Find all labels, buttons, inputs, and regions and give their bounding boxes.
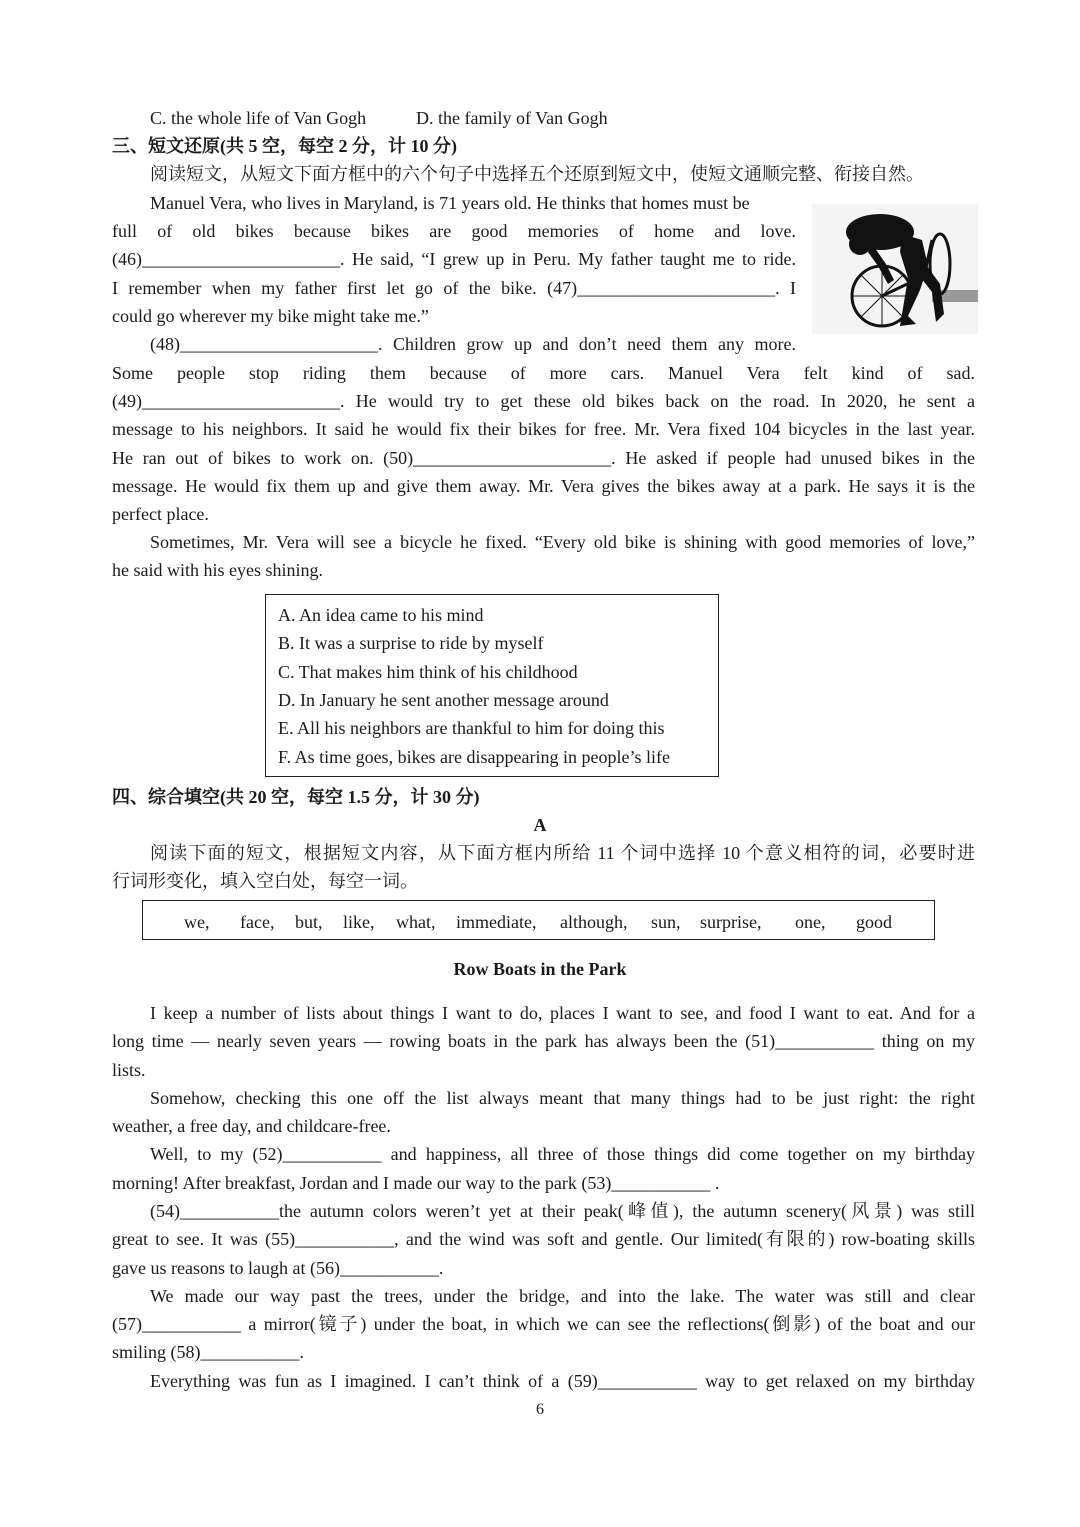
passage-line: (49)______________________. He would try to get these old bikes back on the road. In 2020, he sent a — [112, 391, 975, 411]
option-d: D. In January he sent another message around — [278, 690, 609, 710]
passage-line: morning! After breakfast, Jordan and I made our way to the park (53)___________ . — [112, 1173, 720, 1193]
word-bank-item: good — [856, 912, 892, 932]
passage-line: long time — nearly seven years — rowing boats in the park has always been the (51)___________ thing on my — [112, 1031, 975, 1051]
passage-line: lists. — [112, 1060, 146, 1080]
passage-line: I remember when my father first let go of the bike. (47)______________________. I — [112, 278, 796, 298]
word-bank-item: what, — [396, 912, 436, 932]
passage-line: full of old bikes because bikes are good memories of home and love. — [112, 221, 796, 241]
passage-line: Manuel Vera, who lives in Maryland, is 71 years old. He thinks that homes must be — [150, 193, 750, 213]
option-a: A. An idea came to his mind — [278, 605, 484, 625]
word-bank-item: surprise, — [700, 912, 762, 932]
passage-line: We made our way past the trees, under the bridge, and into the lake. The water was still and clear — [150, 1286, 975, 1306]
passage-line: (54)___________the autumn colors weren’t yet at their peak(峰值), the autumn scenery(风景) was still — [150, 1201, 975, 1221]
word-bank-item: one, — [795, 912, 826, 932]
word-bank-item: like, — [343, 912, 375, 932]
passage-line: weather, a free day, and childcare-free. — [112, 1116, 391, 1136]
section4-instruction: 阅读下面的短文，根据短文内容，从下面方框内所给 11 个词中选择 10 个意义相符的词，必要时进 — [150, 843, 975, 863]
passage-line: smiling (58)___________. — [112, 1342, 304, 1362]
option-c: C. That makes him think of his childhood — [278, 662, 578, 682]
passage-line: Sometimes, Mr. Vera will see a bicycle he fixed. “Every old bike is shining with good memories of love,” — [150, 532, 975, 552]
option-d: D. the family of Van Gogh — [416, 108, 608, 128]
passage-line: he said with his eyes shining. — [112, 560, 323, 580]
word-bank-item: but, — [295, 912, 323, 932]
passage-line: gave us reasons to laugh at (56)___________. — [112, 1258, 444, 1278]
part-label: A — [533, 815, 547, 835]
passage-line: He ran out of bikes to work on. (50)______________________. He asked if people had unused bikes in the — [112, 448, 975, 468]
option-b: B. It was a surprise to ride by myself — [278, 633, 544, 653]
passage-line: (48)______________________. Children grow up and don’t need them any more. — [150, 334, 796, 354]
page-number: 6 — [536, 1401, 544, 1418]
option-c: C. the whole life of Van Gogh — [150, 108, 367, 128]
passage-line: perfect place. — [112, 504, 209, 524]
passage-line: Somehow, checking this one off the list always meant that many things had to be just right: the right — [150, 1088, 975, 1108]
section3-title: 三、短文还原(共 5 空，每空 2 分，计 10 分) — [112, 136, 457, 156]
section4-instruction: 行词形变化，填入空白处，每空一词。 — [112, 871, 418, 891]
passage-line: could go wherever my bike might take me.” — [112, 306, 429, 326]
section3-instruction: 阅读短文，从短文下面方框中的六个句子中选择五个还原到短文中，使短文通顺完整、衔接自然。 — [150, 164, 924, 184]
word-bank-item: although, — [560, 912, 628, 932]
word-bank-item: sun, — [651, 912, 681, 932]
word-bank-item: immediate, — [456, 912, 537, 932]
passage-line: message. He would fix them up and give them away. Mr. Vera gives the bikes away at a park. He says it is the — [112, 476, 975, 496]
word-bank-item: face, — [240, 912, 275, 932]
option-e: E. All his neighbors are thankful to him for doing this — [278, 718, 665, 738]
option-f: F. As time goes, bikes are disappearing in people’s life — [278, 747, 670, 767]
passage-line: Some people stop riding them because of more cars. Manuel Vera felt kind of sad. — [112, 363, 975, 383]
passage-line: (46)______________________. He said, “I grew up in Peru. My father taught me to ride. — [112, 249, 796, 269]
word-bank-item: we, — [184, 912, 210, 932]
passage-line: I keep a number of lists about things I want to do, places I want to see, and food I want to eat. And for a — [150, 1003, 975, 1023]
passage-line: great to see. It was (55)___________, and the wind was soft and gentle. Our limited(有限的) row-boating skills — [112, 1229, 975, 1249]
passage-title: Row Boats in the Park — [453, 959, 627, 979]
passage-line: (57)___________ a mirror(镜子) under the boat, in which we can see the reflections(倒影) of the boat and our — [112, 1314, 975, 1334]
passage-line: message to his neighbors. It said he would fix their bikes for free. Mr. Vera fixed 104 bicycles in the last year. — [112, 419, 975, 439]
section4-title: 四、综合填空(共 20 空，每空 1.5 分，计 30 分) — [112, 787, 480, 807]
man-fixing-bike-illustration — [812, 204, 978, 334]
passage-line: Everything was fun as I imagined. I can’t think of a (59)___________ way to get relaxed on my birthday — [150, 1371, 975, 1391]
passage-line: Well, to my (52)___________ and happiness, all three of those things did come together on my birthday — [150, 1144, 975, 1164]
